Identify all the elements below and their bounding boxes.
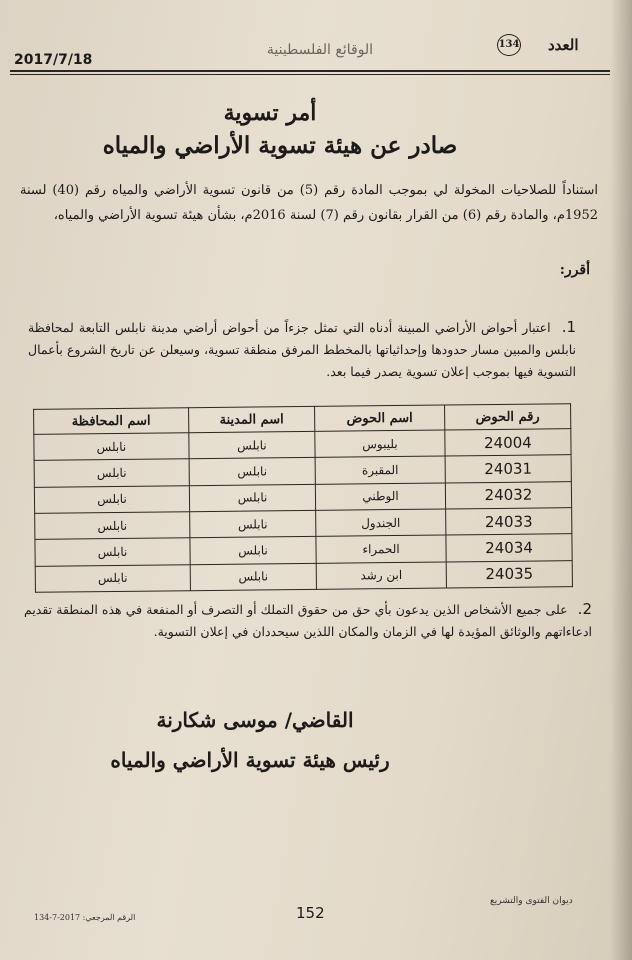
table-row — [35, 560, 572, 592]
city-cell: نابلس — [189, 484, 315, 512]
clause-2-number: 2. — [577, 600, 592, 618]
document-subtitle: صادر عن هيئة تسوية الأراضي والمياه — [102, 132, 458, 159]
issue-number-badge: 134 — [497, 34, 521, 56]
city-cell: نابلس — [190, 537, 316, 565]
plots-table — [33, 403, 573, 593]
clause-2 — [24, 598, 592, 643]
header-plot-name: اسم الحوض — [315, 405, 445, 431]
header-plot-number: رقم الحوض — [445, 404, 571, 430]
plot-number-cell: 24004 — [445, 429, 571, 457]
city-cell: نابلس — [190, 563, 316, 591]
clause-1-text: اعتبار أحواض الأراضي المبينة أدناه التي تمثل جزءاً من أحواض أراضي مدينة نابلس التابعة لمحافظة نابلس والمبين مسار حدودها وإحداثياتها بالمخطط المرفق منطقة تسوية، وسيعلن عن تاريخ الشروع بأعمال التسوية فيها بموجب إعلان تسوية يصدر فيما بعد. — [28, 320, 576, 379]
page-shadow — [610, 0, 632, 960]
city-cell: نابلس — [189, 431, 315, 459]
governorate-cell: نابلس — [35, 512, 190, 540]
plot-number-cell: 24033 — [446, 508, 572, 536]
header-city-name: اسم المدينة — [188, 406, 314, 432]
issue-label: العدد — [548, 36, 579, 54]
plot-number-cell: 24032 — [445, 481, 571, 509]
page-number: 152 — [296, 904, 325, 922]
plot-name-cell: الوطني — [315, 483, 445, 511]
footer-reference: الرقم المرجعي: 2017-7-134 — [34, 913, 136, 922]
clause-2-text: على جميع الأشخاص الذين يدعون بأي حق من حقوق التملك أو التصرف أو المنفعة في هذه المنطقة تقديم ادعاءاتهم والوثائق المؤيدة لها في الزمان والمكان اللذين سيحددان في إعلان التسوية. — [24, 602, 592, 639]
footer-office: ديوان الفتوى والتشريع — [490, 896, 573, 906]
plot-name-cell: بليبوس — [315, 430, 445, 458]
document-title: أمر تسوية — [223, 100, 317, 126]
plot-name-cell: الجندول — [316, 509, 446, 537]
governorate-cell: نابلس — [34, 485, 189, 513]
city-cell: نابلس — [189, 458, 315, 486]
governorate-cell: نابلس — [34, 433, 189, 461]
signatory-name: القاضي/ موسى شكارنة — [156, 708, 354, 732]
header-governorate-name: اسم المحافظة — [34, 408, 189, 435]
intro-paragraph: استناداً للصلاحيات المخولة لي بموجب المادة رقم (5) من قانون تسوية الأراضي والمياه رقم (40) لسنة 1952م، والمادة رقم (6) من القرار بقانون رقم (7) لسنة 2016م، بشأن هيئة تسوية الأراضي والمياه، — [20, 183, 598, 223]
issue-date: 2017/7/18 — [14, 52, 93, 68]
plot-name-cell: المقبرة — [315, 456, 445, 484]
governorate-cell: نابلس — [35, 564, 190, 592]
plot-number-cell: 24035 — [446, 560, 572, 588]
decide-label: أقرر: — [559, 262, 590, 278]
plot-number-cell: 24034 — [446, 534, 572, 562]
journal-name: الوقائع الفلسطينية — [266, 42, 374, 58]
governorate-cell: نابلس — [35, 538, 190, 566]
header-rule-thin — [10, 74, 610, 75]
header-rule — [10, 70, 610, 72]
governorate-cell: نابلس — [34, 459, 189, 487]
plot-name-cell: الحمراء — [316, 535, 446, 563]
plot-number-cell: 24031 — [445, 455, 571, 483]
plot-name-cell: ابن رشد — [316, 562, 446, 590]
clause-1 — [28, 316, 576, 383]
signatory-title: رئيس هيئة تسوية الأراضي والمياه — [110, 748, 390, 772]
city-cell: نابلس — [190, 510, 316, 538]
clause-1-number: 1. — [561, 318, 577, 336]
